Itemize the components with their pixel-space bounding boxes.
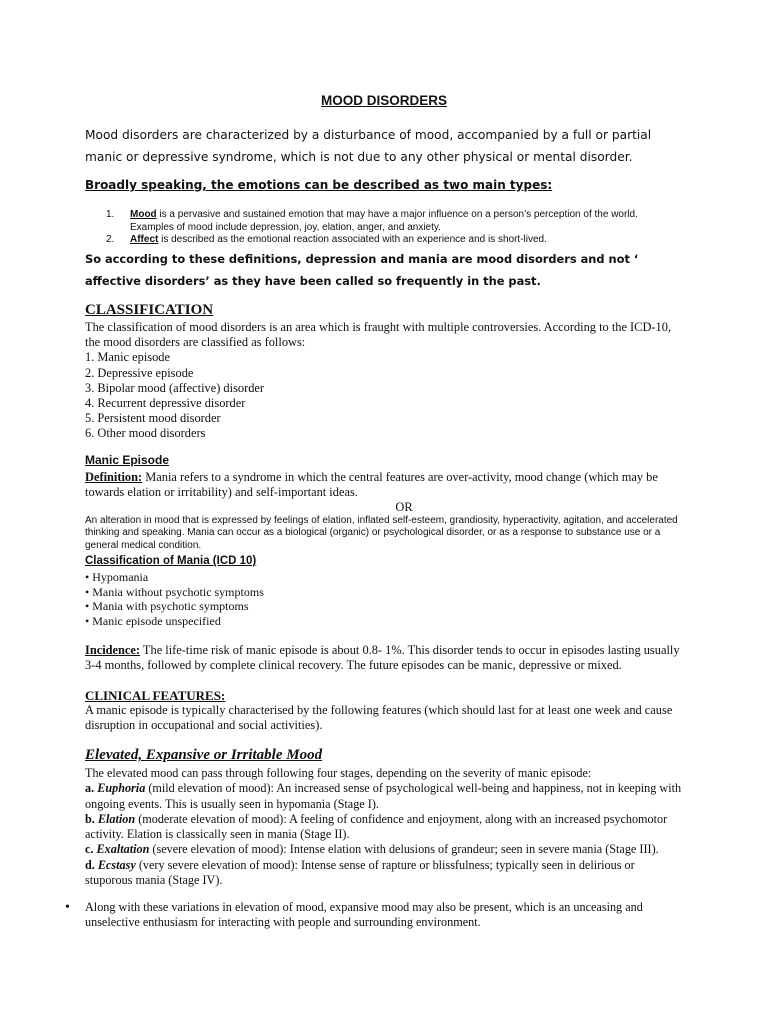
bullet-marker: •: [65, 900, 70, 915]
definition-item: [106, 234, 676, 247]
incidence-text: The life-time risk of manic episode is about 0.8- 1%. This disorder tends to occur in episodes lasting usually 3-4 months, followed by complete clinical recovery. The future episodes can be manic, depressive or mixed.: [85, 643, 680, 673]
stage-text: (severe elevation of mood): Intense elation with delusions of grandeur; seen in severe mania (Stage III).: [149, 842, 659, 857]
elevated-mood-section: [85, 766, 685, 888]
definition-term: Mood: [130, 209, 157, 220]
intro-paragraph: Mood disorders are characterized by a disturbance of mood, accompanied by a full or partial manic or depressive syndrome, which is not due to any other physical or mental disorder.: [85, 128, 652, 164]
list-number: 2.: [106, 234, 115, 245]
icd-item: • Hypomania: [85, 570, 149, 584]
stage-item: [85, 781, 685, 812]
stage-item: [85, 812, 685, 843]
definition-label: Definition:: [85, 470, 143, 484]
stage-letter: c.: [85, 842, 94, 857]
definition-text: is described as the emotional reaction associated with an experience and is short-lived.: [158, 234, 547, 245]
stage-text: (very severe elevation of mood): Intense sense of rapture or blissfulness; typically seen in delirious or stuporous mania (Stage IV).: [85, 857, 635, 888]
clinical-features-text: A manic episode is typically characterised by the following features (which should last for at least one week and cause disruption in occupational and social activities).: [85, 703, 673, 733]
elevated-mood-heading: Elevated, Expansive or Irritable Mood: [85, 747, 323, 763]
classification-item: 6. Other mood disorders: [85, 426, 206, 441]
stage-letter: a.: [85, 781, 95, 796]
icd-list: [85, 570, 264, 628]
incidence-paragraph: [85, 643, 685, 673]
definition-list: [106, 209, 676, 247]
manic-episode-heading: Manic Episode: [85, 453, 170, 467]
classification-item: 2. Depressive episode: [85, 365, 194, 380]
page-title: MOOD DISORDERS: [320, 93, 447, 108]
stage-item: [85, 842, 685, 857]
stage-text: (mild elevation of mood): An increased sense of psychological well-being and happiness, not in keeping with ongoing events. This is usually seen in hypomania (Stage I).: [85, 781, 682, 811]
stage-name: Ecstasy: [97, 857, 136, 872]
or-separator: OR: [395, 500, 413, 514]
classification-item: 5. Persistent mood disorder: [85, 411, 221, 426]
broad-heading: Broadly speaking, the emotions can be described as two main types:: [85, 178, 553, 192]
classification-heading: CLASSIFICATION: [85, 302, 214, 318]
stage-text: (moderate elevation of mood): A feeling of confidence and enjoyment, along with an increased psychomotor activity. Elation is classically seen in mania (Stage II).: [85, 811, 668, 842]
stage-item: [85, 858, 685, 889]
alternate-definition: An alteration in mood that is expressed by feelings of elation, inflated self-esteem, grandiosity, hyperactivity, agitation, and accelerated thinking and speaking. Mania can occur as a biological (organic) or psychological disorder, or as a response to substance use or a general medical condition.: [85, 515, 678, 551]
classification-item: 3. Bipolar mood (affective) disorder: [85, 380, 265, 395]
classification-intro: The classification of mood disorders is an area which is fraught with multiple controversies. According to the ICD-10, the mood disorders are classified as follows:: [85, 320, 672, 350]
stage-name: Exaltation: [96, 842, 150, 857]
stage-letter: b.: [85, 811, 95, 826]
definition-body: Mania refers to a syndrome in which the central features are over-activity, mood change (which may be towards elation or irritability) and self-important ideas.: [85, 470, 658, 500]
icd-item: • Manic episode unspecified: [85, 613, 221, 628]
classification-item: 1. Manic episode: [85, 350, 170, 365]
icd-item: • Mania with psychotic symptoms: [85, 599, 249, 614]
classification-item: 4. Recurrent depressive disorder: [85, 396, 246, 411]
definition-item: [106, 209, 676, 234]
definitions-conclusion: So according to these definitions, depression and mania are mood disorders and not ‘ affective disorders’ as they have been called so frequently in the past.: [85, 252, 639, 288]
clinical-features-heading: CLINICAL FEATURES:: [85, 688, 226, 703]
stage-name: Elation: [97, 811, 136, 826]
list-number: 1.: [106, 209, 115, 220]
definition-text: is a pervasive and sustained emotion that may have a major influence on a person’s perception of the world. Examples of mood include depression, joy, elation, anger, and anxiety.: [130, 209, 638, 233]
classification-section: [85, 320, 685, 442]
incidence-label: Incidence:: [85, 643, 141, 657]
stage-name: Euphoria: [97, 781, 146, 796]
expansive-mood-paragraph: [65, 900, 685, 931]
definition-term: Affect: [130, 234, 159, 245]
bullet-text: Along with these variations in elevation of mood, expansive mood may also be present, which is an unceasing and unselective enthusiasm for interacting with people and surrounding environment.: [85, 900, 643, 930]
elevated-intro: The elevated mood can pass through following four stages, depending on the severity of manic episode:: [85, 766, 592, 780]
icd-heading: Classification of Mania (ICD 10): [85, 555, 257, 567]
manic-definition: [85, 470, 685, 500]
stage-letter: d.: [85, 857, 95, 872]
icd-item: • Mania without psychotic symptoms: [85, 584, 264, 599]
